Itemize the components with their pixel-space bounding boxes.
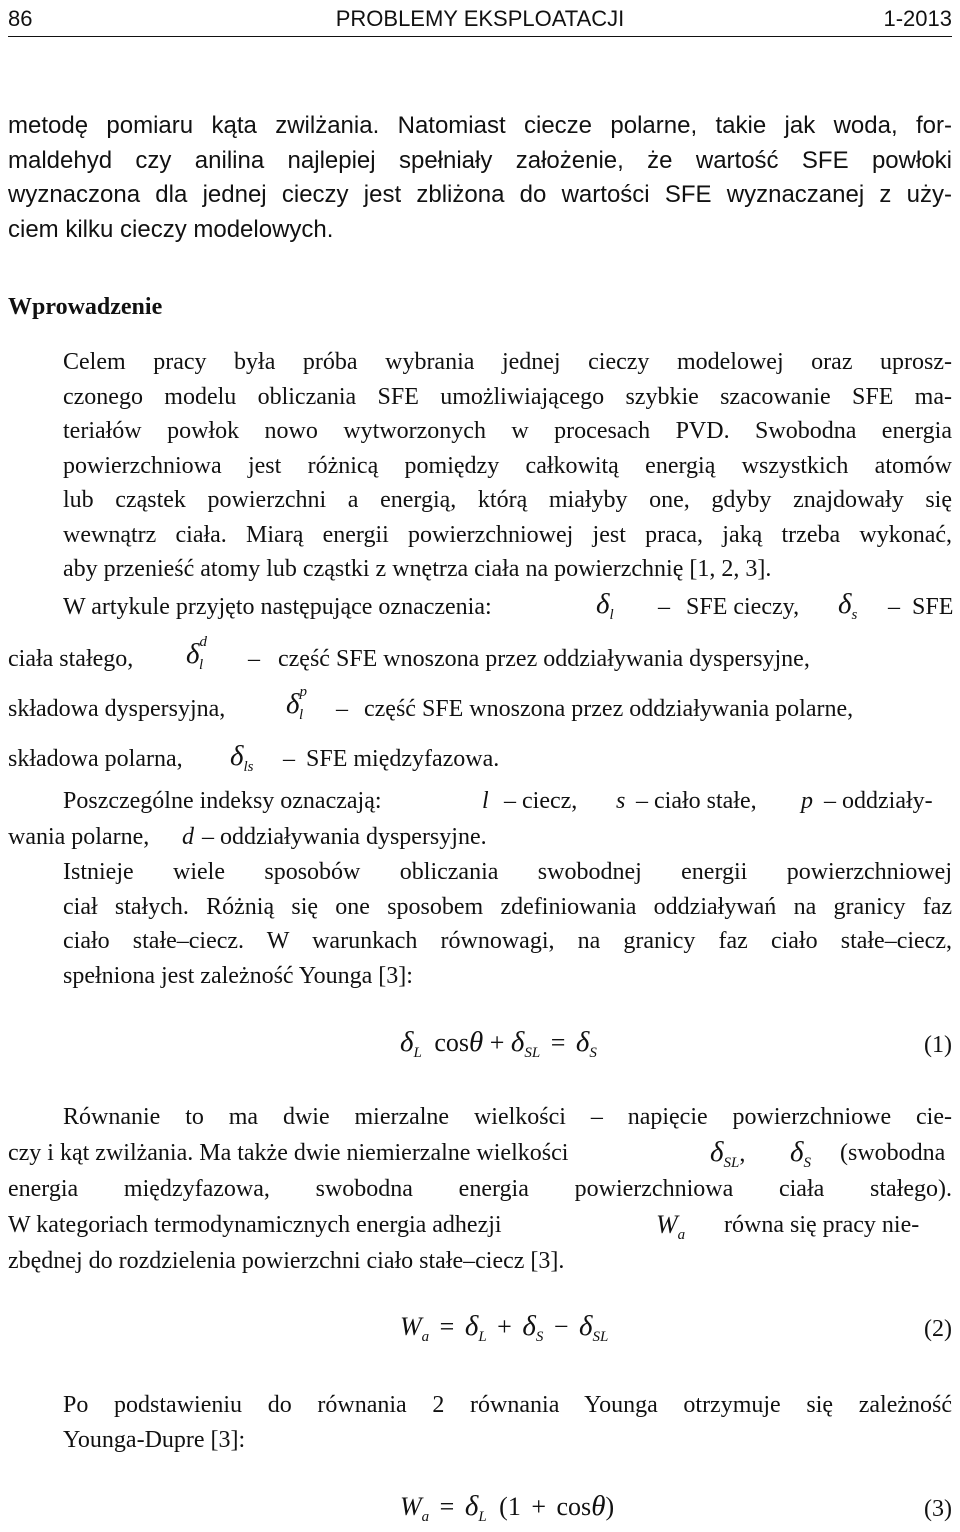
- text-line: Celem pracy była próba wybrania jednej cieczy modelowej oraz uprosz-: [63, 349, 952, 375]
- text-line: aby przenieść atomy lub cząstki z wnętrza ciała na powierzchnię [1, 2, 3].: [63, 556, 772, 582]
- text-line: Younga-Dupre [3]:: [63, 1426, 246, 1453]
- text-line: metodę pomiaru kąta zwilżania. Natomiast ciecze polarne, takie jak woda, for-: [8, 112, 952, 139]
- text-line: ciał stałych. Różnią się one sposobem zdefiniowania oddziaływań na granicy faz: [63, 893, 952, 920]
- text-line: zbędnej do rozdzielenia powierzchni ciało stałe–ciecz [3].: [8, 1248, 565, 1274]
- text-line: Istnieje wiele sposobów obliczania swobodnej energii powierzchniowej: [63, 859, 952, 885]
- text-line: powierzchniowa jest różnicą pomiędzy całkowitą energią wszystkich atomów: [63, 452, 952, 479]
- paragraph-methods: [8, 855, 952, 993]
- symbol-delta-l: $\delta_l$: [596, 588, 614, 623]
- symbol-delta-l-p: $\delta^p_l$: [286, 684, 307, 723]
- text-line: wewnątrz ciała. Miarą energii powierzchniowej jest praca, jaką trzeba wykonać,: [63, 521, 952, 548]
- equation-3: $W_a = \delta_L$ (1 + cosθ) (3): [400, 1490, 952, 1526]
- text-line: ciem kilku cieczy modelowych.: [8, 215, 334, 243]
- text-line: maldehyd czy anilina najlepiej spełniały założenie, że wartość SFE powłoki: [8, 146, 952, 174]
- issue-number: 1-2013: [883, 6, 952, 31]
- paragraph-young-dupre: [8, 1388, 952, 1457]
- symbol-delta-l-d: $\delta^d_l$: [186, 634, 207, 673]
- paragraph-purpose: [8, 345, 952, 587]
- text-line: lub cząstek powierzchni a energią, którą miałyby one, gdyby znajdowały się: [63, 487, 952, 513]
- symbol-delta-ls: $\delta_{ls}$: [230, 740, 254, 775]
- definition-line: składowa polarna, $\delta_{ls}$ – SFE międzyfazowa.: [8, 740, 500, 775]
- definition-line: W artykule przyjęto następujące oznaczenia: $\delta_l$ – SFE cieczy, $\delta_s$ – SFE: [63, 588, 954, 623]
- paragraph-intro: [8, 109, 952, 247]
- equation-number: (1): [924, 1032, 952, 1058]
- text-line: Poszczególne indeksy oznaczają: l – ciecz, s – ciało stałe, p – oddziały-: [63, 788, 933, 814]
- equation-2: $W_a = \delta_L + \delta_S - \delta_{SL}$ (2): [400, 1310, 952, 1346]
- text-line: W kategoriach termodynamicznych energia adhezji $W_a$ równa się pracy nie-: [8, 1210, 920, 1243]
- equation-1: $\delta_L$ $\cos\theta + \delta_{SL} = \delta_S$ (1): [400, 1026, 952, 1062]
- equation-number: (3): [924, 1496, 952, 1522]
- equation-number: (2): [924, 1316, 952, 1342]
- journal-title: PROBLEMY EKSPLOATACJI: [335, 6, 625, 31]
- text-line: ciało stałe–ciecz. W warunkach równowagi, na granicy faz ciało stałe–ciecz,: [63, 928, 952, 954]
- text-line: Po podstawieniu do równania 2 równania Younga otrzymuje się zależność: [63, 1392, 952, 1418]
- running-header: [8, 2, 952, 37]
- section-heading: Wprowadzenie: [8, 294, 163, 320]
- text-line: energia międzyfazowa, swobodna energia powierzchniowa ciała stałego).: [8, 1176, 952, 1202]
- text-line: czy i kąt zwilżania. Ma także dwie niemierzalne wielkości $\delta_{SL}$, $\delta_S$ (swobodna: [8, 1136, 946, 1171]
- text-line: wyznaczona dla jednej cieczy jest zbliżona do wartości SFE wyznaczanej z uży-: [8, 181, 952, 208]
- text-line: spełniona jest zależność Younga [3]:: [63, 962, 413, 989]
- definition-line: ciała stałego, $\delta^d_l$ – część SFE wnoszona przez oddziaływania dyspersyjne,: [8, 634, 810, 673]
- page-number: 86: [8, 6, 33, 31]
- definition-line: składowa dyspersyjna, $\delta^p_l$ – część SFE wnoszona przez oddziaływania polarne,: [8, 684, 854, 723]
- text-line: czonego modelu obliczania SFE umożliwiającego szybkie szacowanie SFE ma-: [63, 383, 952, 410]
- symbol-delta-s: $\delta_s$: [838, 588, 858, 623]
- text-line: wania polarne, d – oddziaływania dyspersyjne.: [8, 824, 487, 850]
- text-line: Równanie to ma dwie mierzalne wielkości – napięcie powierzchniowe cie-: [63, 1104, 952, 1130]
- text-line: teriałów powłok nowo wytworzonych w procesach PVD. Swobodna energia: [63, 418, 952, 444]
